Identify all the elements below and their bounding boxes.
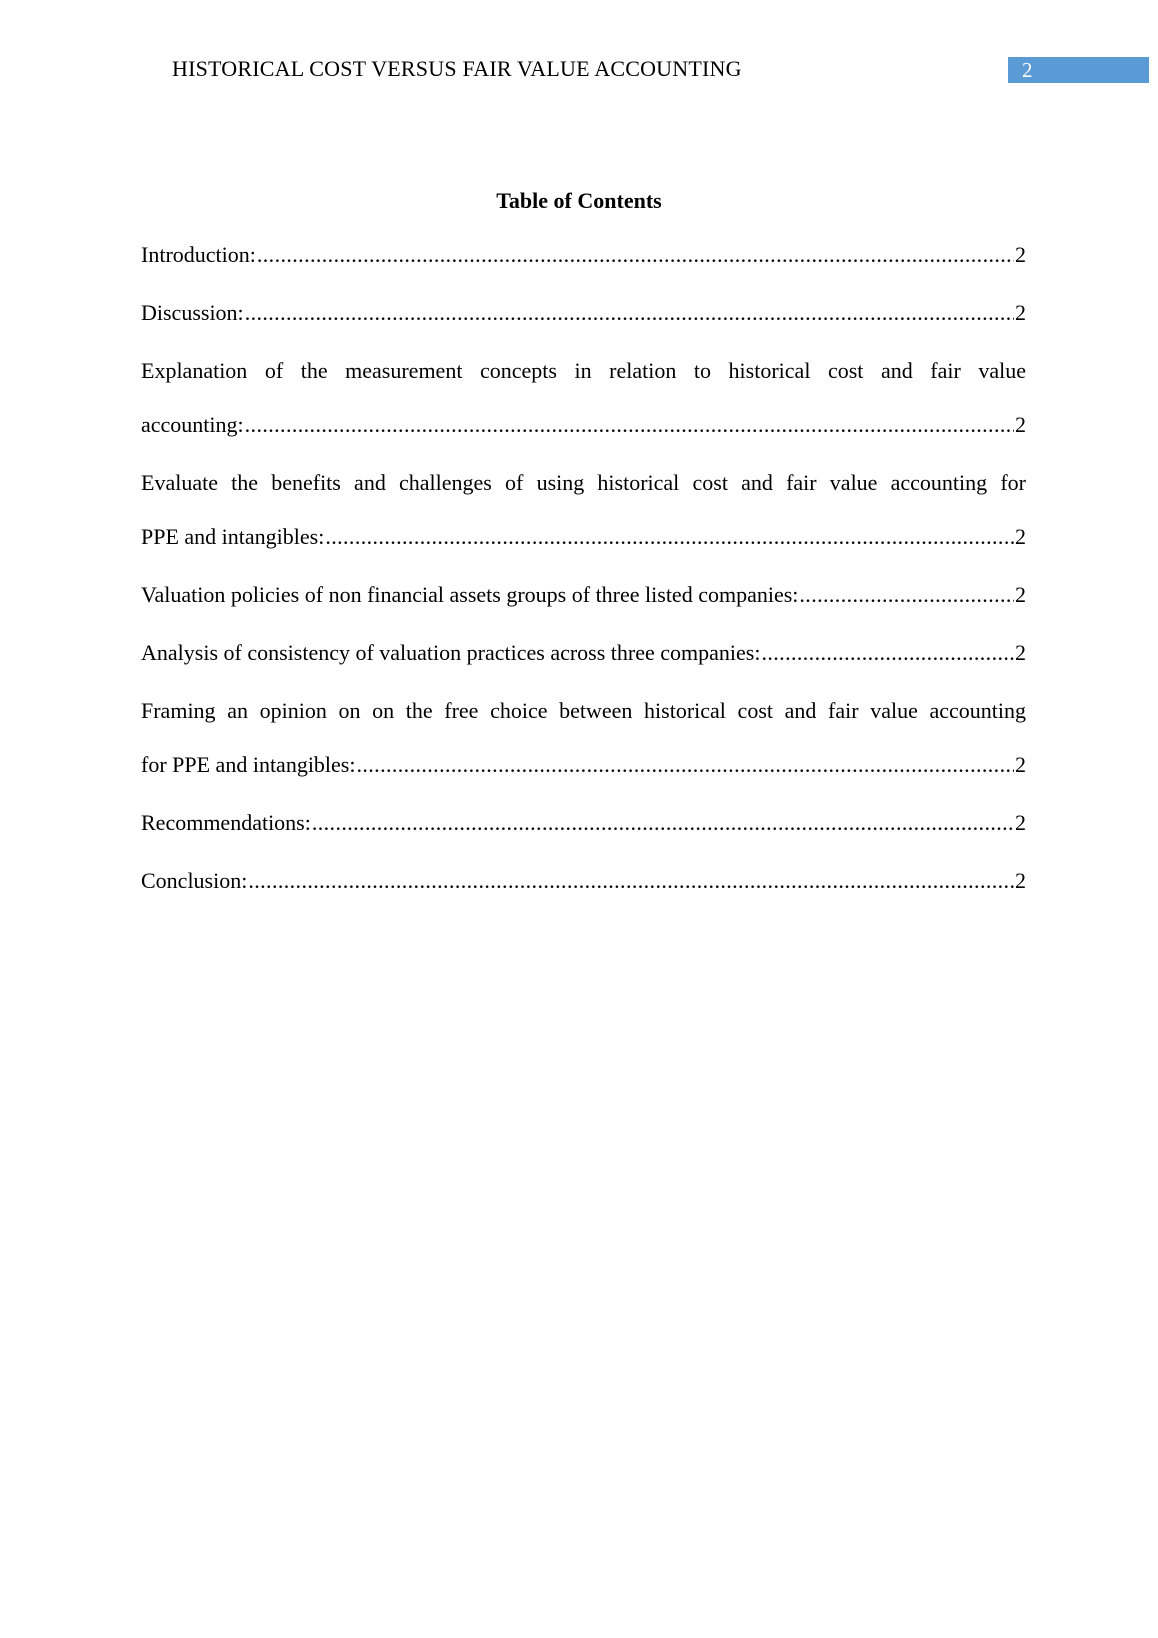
toc-dot-leader — [761, 638, 1014, 668]
toc-dot-leader — [245, 410, 1014, 440]
toc-page-number: 2 — [1015, 582, 1026, 607]
toc-page-number: 2 — [1015, 242, 1026, 267]
toc-page-number: 2 — [1015, 412, 1026, 437]
toc-dot-leader — [248, 866, 1014, 896]
toc-page-number: 2 — [1015, 524, 1026, 549]
toc-dot-leader — [325, 522, 1014, 552]
page-number-box — [1008, 57, 1149, 83]
toc-entry-discussion[interactable] — [141, 298, 1026, 328]
toc-page-number: 2 — [1015, 300, 1026, 325]
toc-entry-label: Discussion: — [141, 300, 244, 325]
toc-entry-label-line2: for PPE and intangibles: — [141, 752, 356, 777]
toc-entry-analysis[interactable] — [141, 638, 1026, 668]
toc-dot-leader — [312, 808, 1014, 838]
toc-dot-leader — [257, 240, 1014, 270]
toc-entry-label-line1: Framing an opinion on on the free choice between historical cost and fair value accounting — [141, 698, 1026, 723]
toc-entry-label: Conclusion: — [141, 868, 248, 893]
toc-page-number: 2 — [1015, 810, 1026, 835]
toc-entry-evaluate[interactable] — [141, 468, 1026, 552]
toc-title: Table of Contents — [496, 188, 662, 213]
table-of-contents — [141, 240, 1026, 924]
toc-page-number: 2 — [1015, 868, 1026, 893]
toc-dot-leader — [245, 298, 1014, 328]
toc-entry-label: Introduction: — [141, 242, 256, 267]
toc-page-number: 2 — [1015, 752, 1026, 777]
toc-dot-leader — [356, 750, 1014, 780]
toc-entry-label: Recommendations: — [141, 810, 311, 835]
toc-entry-framing-opinion[interactable] — [141, 696, 1026, 780]
running-head: HISTORICAL COST VERSUS FAIR VALUE ACCOUNTING — [172, 56, 742, 81]
toc-entry-explanation[interactable] — [141, 356, 1026, 440]
toc-entry-conclusion[interactable] — [141, 866, 1026, 896]
toc-entry-label-line2: PPE and intangibles: — [141, 524, 325, 549]
toc-entry-label-line2: accounting: — [141, 412, 244, 437]
toc-entry-label: Valuation policies of non financial assets groups of three listed companies: — [141, 582, 799, 607]
toc-entry-recommendations[interactable] — [141, 808, 1026, 838]
toc-entry-label: Analysis of consistency of valuation practices across three companies: — [141, 640, 761, 665]
toc-entry-label-line1: Explanation of the measurement concepts in relation to historical cost and fair value — [141, 358, 1026, 383]
toc-page-number: 2 — [1015, 640, 1026, 665]
toc-entry-label-line1: Evaluate the benefits and challenges of using historical cost and fair value accounting for — [141, 470, 1026, 495]
toc-entry-valuation-policies[interactable] — [141, 580, 1026, 610]
toc-dot-leader — [799, 580, 1014, 610]
toc-entry-introduction[interactable] — [141, 240, 1026, 270]
page-number: 2 — [1022, 58, 1033, 82]
